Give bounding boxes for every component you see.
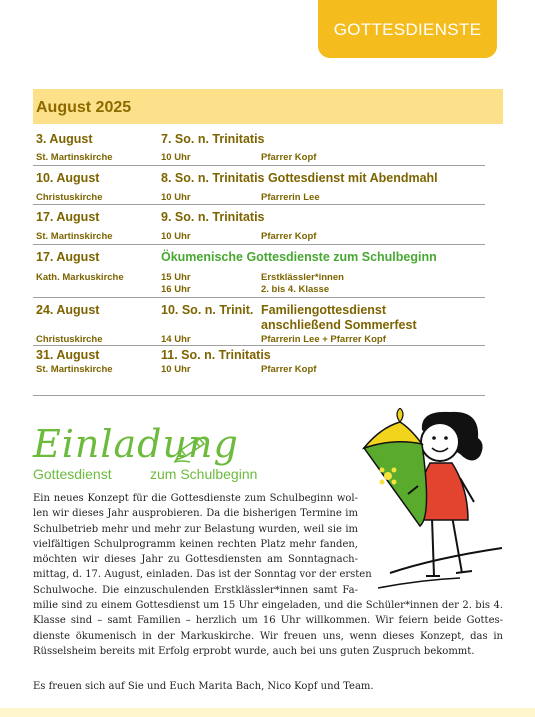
invitation-heading: Einladung	[33, 422, 239, 466]
invitation-body	[33, 491, 503, 659]
service-date: 31. August	[36, 348, 100, 362]
service-place: Christuskirche	[36, 192, 103, 203]
body-line: len wir dieses Jahr ausprobieren. Da die bisherigen Termine im	[33, 508, 358, 520]
service-person: Pfarrer Kopf	[261, 231, 317, 242]
service-place: St. Martinskirche	[36, 152, 113, 163]
service-title-extra-2: anschließend Sommerfest	[261, 318, 417, 332]
service-person: Pfarrer Kopf	[261, 152, 317, 163]
service-date: 10. August	[36, 171, 100, 185]
service-person: Pfarrer Kopf	[261, 364, 317, 375]
service-row	[33, 126, 485, 166]
service-title: 9. So. n. Trinitatis	[161, 210, 265, 224]
service-date: 24. August	[36, 303, 100, 317]
service-person: Erstklässler*innen	[261, 272, 344, 283]
service-time: 10 Uhr	[161, 364, 191, 375]
service-time: 15 Uhr	[161, 272, 191, 283]
body-line: dienste ökumenisch in der Markuskirche. Wir freuen uns, wenn dieses Konzept, das in	[33, 630, 503, 642]
service-row	[33, 346, 485, 396]
page-footer-strip	[0, 708, 535, 717]
body-line: Rüsselsheim bereits mit Erfolg erprobt wurde, auch bei uns guten Zuspruch bekommt.	[33, 645, 475, 657]
body-line: Ein neues Konzept für die Gottesdienste zum Schulbeginn wol-	[33, 493, 358, 504]
service-time-2: 16 Uhr	[161, 284, 191, 295]
body-line: Schulbetrieb mehr und mehr zur Belastung wurden, weil sie im	[33, 523, 358, 535]
body-line: vielfältigen Schulprogramm keinen rechten Platz mehr fanden,	[33, 538, 358, 550]
service-title-extra: Familiengottesdienst	[261, 303, 387, 317]
body-line: Klasse sind – samt Familien – herzlich um 16 Uhr willkommen. Wir feiern beide Gottes-	[33, 615, 503, 627]
body-line: milie sind zu einem Gottesdienst um 15 Uhr eingeladen, und die Schüler*innen der 2. bis 4.	[33, 600, 503, 612]
service-date: 3. August	[36, 132, 93, 146]
service-title: 8. So. n. Trinitatis Gottesdienst mit Abendmahl	[161, 171, 438, 185]
service-row	[33, 245, 485, 298]
service-row	[33, 298, 485, 346]
service-row	[33, 205, 485, 245]
service-title: 10. So. n. Trinit.	[161, 303, 254, 317]
service-date: 17. August	[36, 210, 100, 224]
invitation-signoff: Es freuen sich auf Sie und Euch Marita Bach, Nico Kopf und Team.	[33, 681, 374, 692]
service-person: Pfarrerin Lee + Pfarrer Kopf	[261, 334, 386, 345]
body-line: mittag, d. 17. August, einladen. Das ist der Sonntag vor der ersten	[33, 569, 372, 581]
service-time: 14 Uhr	[161, 334, 191, 345]
invitation-subtitle-2: zum Schulbeginn	[150, 466, 258, 482]
service-place: St. Martinskirche	[36, 231, 113, 242]
service-person: Pfarrerin Lee	[261, 192, 320, 203]
service-title: 7. So. n. Trinitatis	[161, 132, 265, 146]
service-time: 10 Uhr	[161, 152, 191, 163]
service-place: St. Martinskirche	[36, 364, 113, 375]
service-place: Kath. Markuskirche	[36, 272, 124, 283]
body-line: möchten wir dieses Jahr zu Gottesdiensten am Sonntagnach-	[33, 554, 358, 566]
pencil-icon	[172, 434, 208, 464]
service-place: Christuskirche	[36, 334, 103, 345]
month-header: August 2025	[33, 89, 503, 124]
service-person-2: 2. bis 4. Klasse	[261, 284, 330, 295]
invitation-subtitle: Gottesdienst	[33, 466, 112, 482]
service-time: 10 Uhr	[161, 231, 191, 242]
service-row	[33, 166, 485, 205]
service-title: 11. So. n. Trinitatis	[161, 348, 271, 362]
service-date: 17. August	[36, 250, 100, 264]
service-time: 10 Uhr	[161, 192, 191, 203]
body-line: Schulwoche. Die einzuschulenden Erstklässler*innen samt Fa-	[33, 584, 358, 596]
service-title: Ökumenische Gottesdienste zum Schulbeginn	[161, 250, 437, 264]
section-tab: GOTTESDIENSTE	[318, 0, 497, 58]
